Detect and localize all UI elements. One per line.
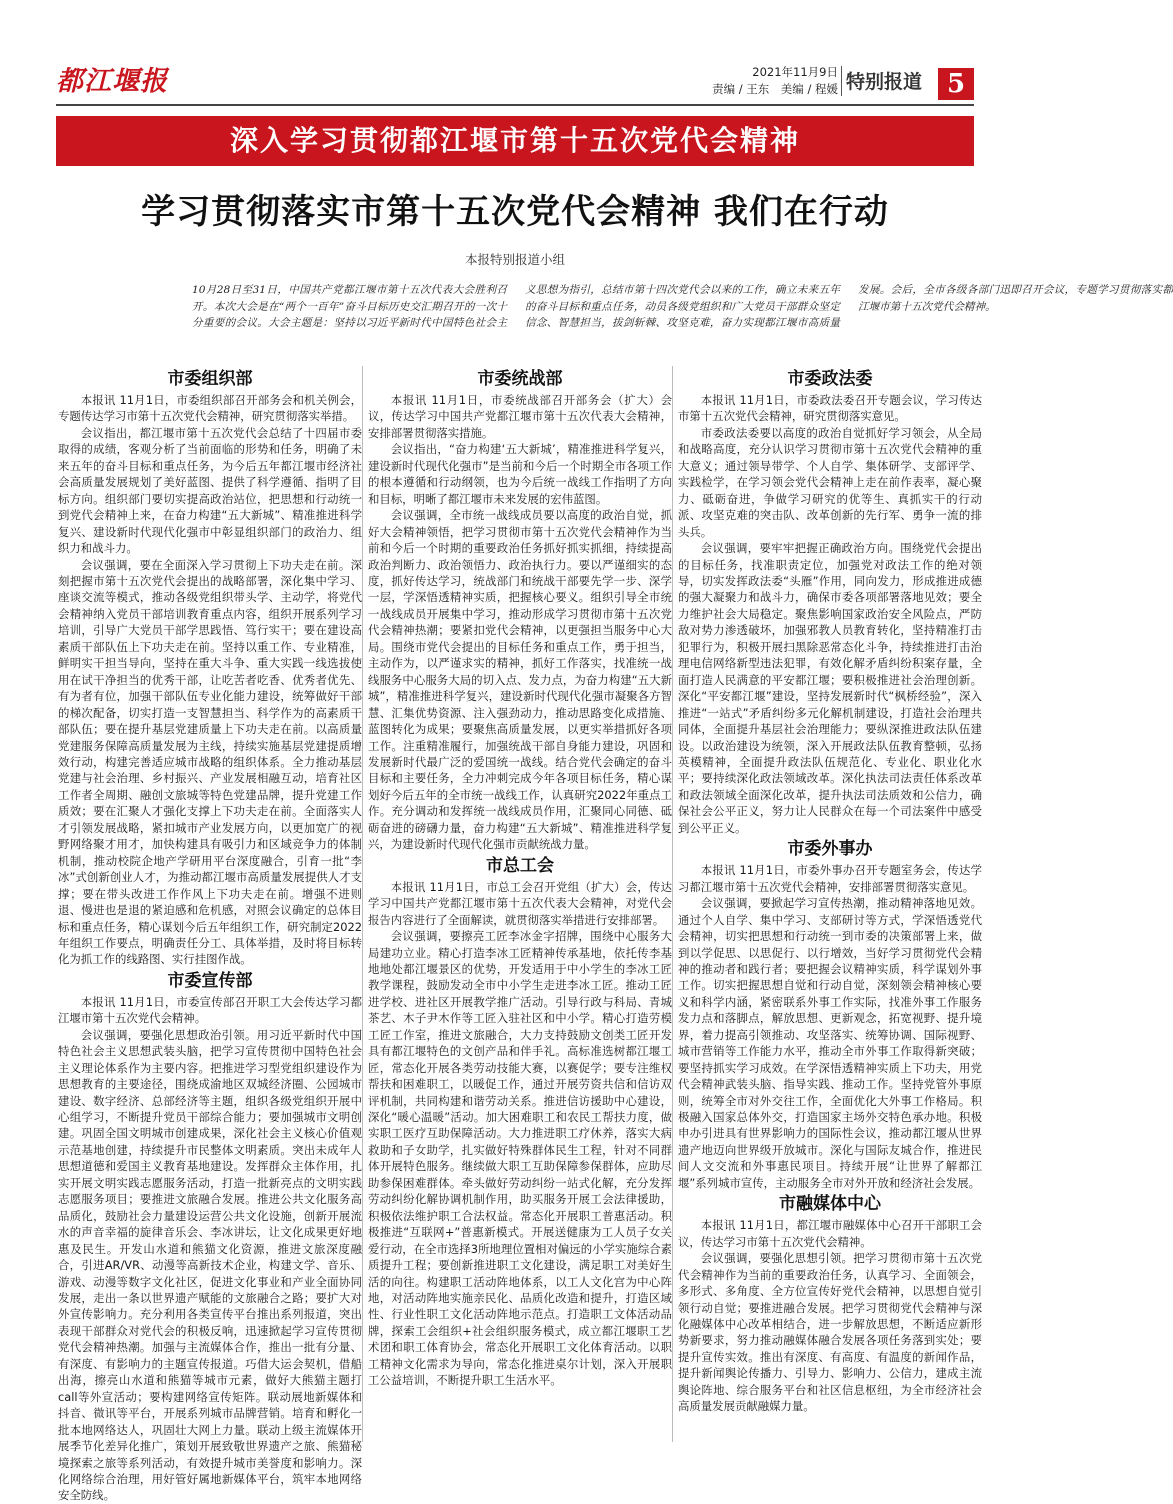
article-paragraph: 市委政法委要以高度的政治自觉抓好学习领会，从全局和战略高度，充分认识学习贯彻市第十五次党代会精神的重大意义；通过领导带学、个人自学、集体研学、支部评学、实践检学，在学习领会党代会精神上走在前作表率，凝心聚力、砥砺奋进，争做学习研究的优等生、真抓实干的行动派、攻坚克难的突击队、改革创新的先行军、勇争一流的排头兵。	[678, 425, 982, 539]
article-title: 市委宣传部	[167, 970, 253, 991]
column-divider	[362, 366, 363, 1442]
article-paragraph: 会议指出，“奋力构建‘五大新城’，精准推进科学复兴，建设新时代现代化强市”是当前和今后一个时期全市各项工作的根本遵循和行动纲领，也为今后统一战线工作指明了方向和目标，明晰了都江堰市未来发展的宏伟蓝图。	[368, 442, 672, 506]
article-title: 市委统战部	[477, 369, 563, 389]
meta-divider	[841, 66, 842, 96]
newspaper-logo: 都江堰报	[56, 66, 168, 97]
section-name: 特别报道	[846, 71, 923, 93]
article-paragraph: 本报讯 11月1日，市委组织部召开部务会和机关例会，专题传达学习市第十五次党代会精神，研究贯彻落实举措。	[58, 393, 362, 424]
header-rule	[56, 104, 974, 106]
article-paragraph: 会议强调，要在全面深入学习贯彻上下功夫走在前。深刻把握市第十五次党代会提出的战略部署，深化集中学习、座谈交流等模式，推动各级党组织带头学、主动学，将党代会精神纳入党员干部培训教育重点内容，组织开展系列学习培训，引导广大党员干部学思践悟、笃行实干；要在建设高素质干部队伍上下功夫走在前。坚持以重工作、专业精准，鲜明实干担当导向，坚持在重大斗争、重大实践一线选拔使用在试干净担当的优秀干部，让吃苦者吃香、优秀者优先、有为者有位，加强干部队伍专业化能力建设，统筹做好干部的梯次配备，切实打造一支智慧担当、科学作为的高素质干部队伍；要在提升基层党建质量上下功夫走在前。以高质量党建服务保障高质量发展为主线，持续实施基层党建提质增效行动，构建完善适应城市战略的组织体系。全力推动基层党建与社会治理、乡村振兴、产业发展相融互动，培育社区工作者全周期、融创文旅城等特色党建品牌，提升党建工作质效；要在汇聚人才强化支撑上下功夫走在前。全面落实人才引领发展战略，紧扣城市产业发展方向，以更加宽广的视野网络聚才用才，加快构建具有吸引力和区域竞争力的体制机制，推动校院企地产学研用平台深度融合，引育一批“李冰”式创新创业人才，为推动都江堰市高质量发展提供人才支撑；要在带头改进工作作风上下功夫走在前。增强不进则退、慢进也是退的紧迫感和危机感，对照会议确定的总体目标和重点任务，精心谋划今后五年组织工作，研究制定2022年组织工作要点，明确责任分工、具体举措，及时将目标转化为抓工作的线路图、实行挂图作战。	[58, 557, 362, 967]
article-paragraph: 本报讯 11月1日，市委政法委召开专题会议，学习传达市第十五次党代会精神，研究贯彻落实意见。	[678, 393, 982, 424]
issue-date: 2021年11月9日	[752, 65, 838, 79]
article-paragraph: 会议强调，要掀起学习宣传热潮，推动精神落地见效。通过个人自学、集中学习、支部研讨等方式，学深悟透党代会精神，切实把思想和行动统一到市委的决策部署上来，做到以学促思、以思促行、以行增效，当好学习贯彻党代会精神的推动者和践行者；要把握会议精神实质，科学谋划外事工作。切实把握思想自觉和行动自觉，深刻领会精神核心要义和科学内涵，紧密联系外事工作实际，找准外事工作服务发力点和落脚点，解放思想、更新观念，拓宽视野、提升境界，着力提高引领推动、攻坚落实、统筹协调、国际视野、城市营销等工作能力水平，推动全市外事工作取得新突破；要坚持抓实学习成效。在学深悟透精神实质上下功夫，用党代会精神武装头脑、指导实践、推动工作。坚持党管外事原则，统筹全市对外交往工作，全面优化大外事工作格局。积极融入国家总体外交，打造国家主场外交特色承办地。积极申办引进具有世界影响力的国际性会议，推动都江堰从世界遗产地迈向世界级开放城市。深化与国际友城合作，推进民间人文交流和外事惠民项目。持续开展“让世界了解都江堰”系列城市宣传，主动服务全市对外开放和经济社会发展。	[678, 896, 982, 1190]
issue-meta	[690, 64, 838, 98]
article-paragraph: 本报讯 11月1日，市委宣传部召开职工大会传达学习都江堰市第十五次党代会精神。	[58, 994, 362, 1026]
article-paragraph: 会议强调，要擦亮工匠李冰金字招牌，围绕中心服务大局建功立业。精心打造李冰工匠精神传承基地，依托传李基地地处都江堰景区的优势，开发适用于中小学生的李冰工匠教学课程，鼓励发动全市中小学生走进李冰工匠。推动工匠进学校、进社区开展教学推广活动。引导行政与科局、青城茶艺、木子尹木作等工匠入驻社区和中小学。精心打造劳模工匠工作室，推进文旅融合，大力支持鼓励文创类工匠开发具有都江堰特色的文创产品和伴手礼。高标准选树都江堰工匠，常态化开展各类劳动技能大赛，以赛促学；要专注维权帮扶和困难职工，以暖促工作，通过开展劳资共信和信访双评机制，共同构建和谐劳动关系。推进信访援助中心建设，深化“暖心温暖”活动。加大困难职工和农民工帮扶力度，做实职工医疗互助保障活动。大力推进职工疗休养，落实大病救助和子女助学，扎实做好特殊群体民生工程，针对不同群体开展特色服务。继续做大职工互助保障参保群体，应助尽助参保困难群体。牵头做好劳动纠纷一站式化解，充分发挥劳动纠纷化解协调机制作用，助买服务开展工会法律援助，积极依法维护职工合法权益。常态化开展职工普惠活动。积极推进“互联网+”普惠新模式。开展送健康为工人员子女关爱行动，在全市选择3所地理位置相对偏远的小学实施综合素质提升工程；要创新推进职工文化建设，满足职工对美好生活的向往。构建职工活动阵地体系，以工人文化宫为中心阵地，对活动阵地实施亲民化、品质化改造和提升，打造区域性、行业性职工文化活动阵地示范点。打造职工文体活动品牌，探索工会组织+社会组织服务模式，成立都江堰职工艺术团和职工体育协会，常态化开展职工文化体育活动。以职工精神文化需求为导向，常态化推进桌尔计划，深入开展职工公益培训，不断提升职工生活水平。	[368, 929, 672, 1388]
article-title: 市委外事办	[787, 839, 873, 860]
page-number: 5	[938, 68, 974, 100]
article-title: 市委政法委	[787, 369, 873, 389]
lead-paragraph: 10月28日至31日，中国共产党都江堰市第十五次代表大会胜利召开。本次大会是在“两个一百年”奋斗目标历史交汇期召开的一次十分重要的会议。大会主题是：坚持以习近平新时代中国特色社会主义思想为指引，总结市第十四次党代会以来的工作，确立未来五年的奋斗目标和重点任务，动员各级党组织和广大党员干部群众坚定信念、智慧担当，拔剑斩棘、攻坚克难，奋力实现都江堰市高质量发展。会后，全市各级各部门迅即召开会议，专题学习贯彻落实都江堰市第十五次党代会精神。	[192, 284, 1173, 329]
column-divider	[672, 366, 673, 1442]
article-paragraph: 会议强调，要强化思想政治引领。用习近平新时代中国特色社会主义思想武装头脑，把学习宣传贯彻中国特色社会主义理论体系作为主要内容。把推进学习型党组织建设作为思想教育的主要途径，围绕成渝地区双城经济圈、公园城市建设、数字经济、总部经济等主题，组织各级党组织开展中心组学习，不断提升党员干部综合能力；要加强城市文明创建。巩固全国文明城市创建成果，深化社会主义核心价值观示范基地创建，持续提升市民整体文明素质。突出未成年人思想道德和爱国主义教育基地建设。发挥群众主体作用，扎实开展文明实践志愿服务活动，打造一批新亮点的文明实践志愿服务项目；要推进文旅融合发展。推进公共文化服务高品质化，鼓励社会力量建设运营公共文化设施，创新开展流水的声音幸福的旋律音乐会、李冰讲坛，让文化成果更好地惠及民生。开发山水道和熊猫文化资源，推进文旅深度融合，引进AR/VR、动漫等高新技术企业，构建文学、音乐、游戏、动漫等数字文化社区，促进文化事业和产业全面协同发展，走出一条以世界遗产赋能的文旅融合之路；要扩大对外宣传影响力。充分利用各类宣传平台推出系列报道，突出表现干部群众对党代会的积极反响，迅速掀起学习宣传贯彻党代会精神热潮。加强与主流媒体合作，推出一批有分量、有深度、有影响力的主题宣传报道。巧借大运会契机，借船出海，擦亮山水道和熊猫等城市元素，做好大熊猫主题打call等外宣活动；要构建网络宣传矩阵。联动展地新媒体和抖音、微讯等平台，开展系列城市品牌营销。培育和孵化一批本地网络达人，巩固壮大网上力量。联动上级主流媒体开展季节化差异化推广，策划开展致敬世界遗产之旅、熊猫秘境探索之旅等系列活动，有效提升城市美誉度和影响力。深化网络综合治理，用好管好属地新媒体平台，筑牢本地网络安全防线。	[58, 1027, 362, 1503]
article-title: 市总工会	[486, 855, 554, 876]
column-1	[58, 366, 362, 1503]
page-headline: 学习贯彻落实市第十五次党代会精神 我们在行动	[141, 192, 889, 232]
byline: 本报特别报道小组	[464, 252, 565, 267]
column-3	[678, 366, 982, 1442]
article-paragraph: 本报讯 11月1日，市委统战部召开部务会（扩大）会议，传达学习中国共产党都江堰市第十五次代表大会精神，安排部署贯彻落实措施。	[368, 393, 672, 440]
article-title: 市委组织部	[167, 369, 253, 389]
article-paragraph: 会议强调，要强化思想引领。把学习贯彻市第十五次党代会精神作为当前的重要政治任务，认真学习、全面领会，多形式、多角度、全方位宣传好党代会精神，以思想自觉引领行动自觉；要推进融合发展。把学习贯彻党代会精神与深化融媒体中心改革相结合，进一步解放思想，不断适应新形势新要求，努力推动融媒体融合发展各项任务落到实处；要提升宣传实效。推出有深度、有高度、有温度的新闻作品，提升新闻舆论传播力、引导力、影响力、公信力，建成主流舆论阵地、综合服务平台和社区信息枢纽，为全市经济社会高质量发展贡献融媒力量。	[678, 1251, 982, 1414]
article-paragraph: 本报讯 11月1日，市委外事办召开专题室务会，传达学习都江堰市第十五次党代会精神，安排部署贯彻落实意见。	[678, 863, 982, 894]
article-paragraph: 本报讯 11月1日，都江堰市融媒体中心召开干部职工会议，传达学习市第十五次党代会精神。	[678, 1218, 982, 1249]
editors-line: 责编 / 王东 美编 / 程媛	[712, 82, 838, 96]
article-paragraph: 会议强调，全市统一战线成员要以高度的政治自觉，抓好大会精神领悟，把学习贯彻市第十五次党代会精神作为当前和今后一个时期的重要政治任务抓好抓实抓细，持续提高政治判断力、政治领悟力、政治执行力。要以严谨细实的态度，抓好传达学习，统战部门和统战干部要先学一步、深学一层，学深悟透精神实质，把握核心要义。组织引导全市统一战线成员开展集中学习，推动形成学习贯彻市第十五次党代会精神热潮；要紧扣党代会精神，以更强担当服务中心大局。围绕市党代会提出的目标任务和重点工作，勇于担当，主动作为，以严谨求实的精神，抓好工作落实，找准统一战线服务中心服务大局的切入点、发力点，为奋力构建“五大新城”，精准推进科学复兴，建设新时代现代化强市凝聚各方智慧、汇集优势资源、注入强劲动力，推动思路变化成措施、蓝图转化为成果；要聚焦高质量发展，以更实举措抓好各项工作。注重精准履行，加强统战干部自身能力建设，巩固和发展新时代最广泛的爱国统一战线。结合党代会确定的奋斗目标和主要任务，全力冲刺完成今年各项目标任务，精心谋划好今后五年的全市统一战线工作，认真研究2022年重点工作。充分调动和发挥统一战线成员作用，汇聚同心同德、砥砺奋进的磅礴力量，奋力构建“五大新城”、精准推进科学复兴，为建设新时代现代化强市贡献统战力量。	[368, 508, 672, 852]
column-2	[368, 366, 672, 1442]
topic-banner: 深入学习贯彻都江堰市第十五次党代会精神	[56, 116, 974, 166]
article-paragraph: 本报讯 11月1日，市总工会召开党组（扩大）会，传达学习中国共产党都江堰市第十五次代表大会精神，对党代会报告内容进行了全面解读，就贯彻落实举措进行安排部署。	[368, 879, 672, 927]
article-title: 市融媒体中心	[779, 1194, 881, 1215]
article-paragraph: 会议指出，都江堰市第十五次党代会总结了十四届市委取得的成绩，客观分析了当前面临的形势和任务，明确了未来五年的奋斗目标和重点任务，为今后五年都江堰市经济社会高质量发展规划了美好蓝图、提供了科学遵循、指明了目标方向。组织部门要切实提高政治站位，把思想和行动统一到党代会精神上来，在奋力构建“五大新城”、精准推进科学复兴、建设新时代现代化强市中彰显组织部门的政治力、组织力和战斗力。	[58, 425, 362, 556]
article-paragraph: 会议强调，要牢牢把握正确政治方向。围绕党代会提出的目标任务，找准职责定位，加强党对政法工作的绝对领导，切实发挥政法委“头雁”作用，同向发力，形成推进成德的强大凝聚力和战斗力，确保市委各项部署落地见效；要全力维护社会大局稳定。聚焦影响国家政治安全风险点，严防敌对势力渗透破坏，加强邪教人员教育转化，坚持精准打击犯罪行为，积极开展扫黑除恶常态化斗争，持续推进打击治理电信网络新型违法犯罪，有效化解矛盾纠纷积案存量，全面打造人民满意的平安都江堰；要积极推进社会治理创新。深化“平安都江堰”建设，坚持发展新时代“枫桥经验”，深入推进“一站式”矛盾纠纷多元化解机制建设，打造社会治理共同体，全面提升基层社会治理能力；要纵深推进政法队伍建设。以政治建设为统领，深入开展政法队伍教育整顿，弘扬英模精神，全面提升政法队伍规范化、专业化、职业化水平；要持续深化政法领域改革。深化执法司法责任体系改革和政法领域全面深化改革，提升执法司法质效和公信力，确保社会公平正义，努力让人民群众在每一个司法案件中感受到公平正义。	[678, 541, 982, 835]
